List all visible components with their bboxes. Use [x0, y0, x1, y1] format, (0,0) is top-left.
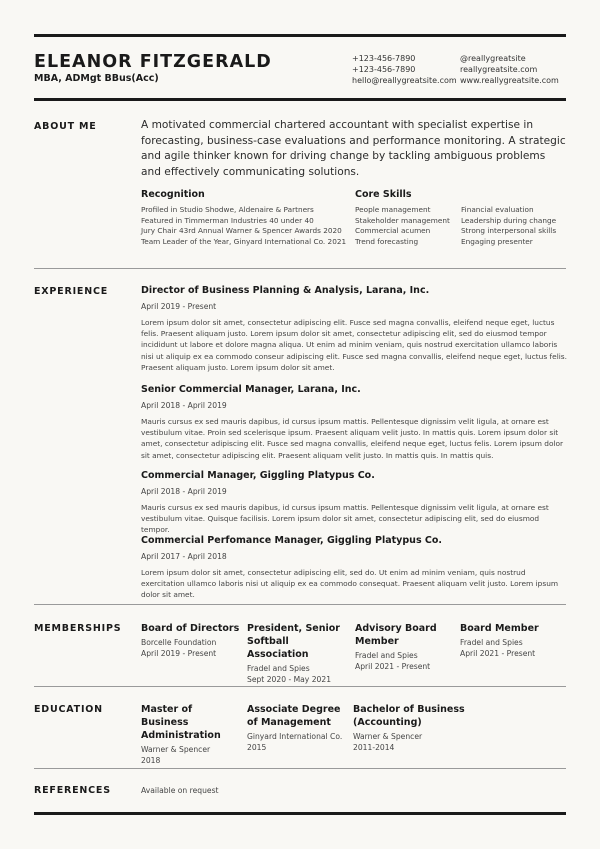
list-item: Trend forecasting	[355, 236, 419, 246]
email-link[interactable]: hello@reallygreatsite.com	[352, 76, 457, 85]
job-entry	[141, 285, 566, 373]
list-item: Profiled in Studio Shodwe, Aldenaire & Partners	[141, 205, 314, 214]
list-item: Commercial acumen	[355, 226, 431, 236]
list-item: Engaging presenter	[461, 236, 533, 246]
job-entry	[141, 535, 566, 601]
list-item: Financial evaluation	[461, 205, 534, 214]
job-dates: April 2019 - Present	[141, 302, 217, 311]
degree-details	[353, 732, 465, 753]
school-name: Warner & Spencer	[141, 745, 211, 754]
phone-primary[interactable]: +123-456-7890	[352, 54, 416, 63]
job-dates: April 2018 - April 2019	[141, 401, 227, 410]
membership-title: President, Senior Softball Association	[247, 623, 340, 660]
recognition-block	[141, 189, 351, 247]
section-divider	[34, 768, 566, 769]
membership-item	[355, 622, 445, 672]
bottom-rule	[34, 812, 566, 815]
job-description: Mauris cursus ex sed mauris dapibus, id cursus ipsum mattis. Pellentesque dignissim velit ligula, at ornare est vestibulum vitae. Proin sed scelerisque ipsum. Praesent aliquam velit justo. In mattis quis. Lorem ipsum dolor sit amet, consectetur adipiscing elit. Fusce sed magna convallis, eleifend neque eget, luctus felis. Lorem ipsum dolor sit amet, consectetur adipiscing elit. Praesent aliquam velit justo. In mattis quis. In mattis quis.	[141, 417, 564, 460]
membership-details	[247, 664, 351, 685]
job-description: Lorem ipsum dolor sit amet, consectetur adipiscing elit, sed do. Ut enim ad minim veniam, quis nostrud exercitation ullamco laboris nisi ut aliquip ex ea commodo consequat. Praesent aliquam velit justo. Lorem ipsum dolor sit amet.	[141, 568, 559, 600]
job-entry	[141, 470, 566, 536]
header-rule	[34, 98, 566, 101]
job-title: Commercial Manager, Giggling Platypus Co.	[141, 470, 375, 481]
membership-title: Advisory Board Member	[355, 623, 437, 647]
list-item: Leadership during change	[461, 215, 557, 225]
membership-org: Fradel and Spies	[355, 651, 418, 660]
list-item: Featured in Timmerman Industries 40 under 40	[141, 215, 314, 225]
membership-dates: Sept 2020 - May 2021	[247, 674, 332, 684]
recognition-list	[141, 205, 351, 247]
job-entry	[141, 384, 566, 461]
membership-item	[247, 622, 351, 685]
degree-details	[141, 745, 241, 766]
membership-title: Board of Directors	[141, 623, 240, 634]
education-item	[353, 703, 465, 753]
social-handle[interactable]: @reallygreatsite	[460, 54, 526, 63]
skills-column-2	[461, 205, 556, 247]
section-divider	[34, 686, 566, 687]
candidate-name: ELEANOR FITZGERALD	[34, 52, 272, 72]
membership-details	[355, 651, 445, 672]
list-item: Strong interpersonal skills	[461, 226, 557, 236]
section-divider	[34, 604, 566, 605]
phone-secondary[interactable]: +123-456-7890	[352, 65, 416, 74]
references-text: Available on request	[141, 786, 219, 795]
about-summary: A motivated commercial chartered accountant with specialist expertise in forecasting, business-case evaluations and performance monitoring. A strategic and agile thinker known for driving change by tackling ambiguous problems and effectively communicating solutions.	[141, 119, 566, 178]
section-label-memberships: MEMBERSHIPS	[34, 623, 122, 634]
degree-year: 2015	[247, 742, 267, 752]
membership-dates: April 2021 - Present	[355, 661, 431, 671]
membership-title: Board Member	[460, 623, 539, 634]
education-item	[247, 703, 351, 753]
list-item: People management	[355, 205, 431, 214]
job-description: Lorem ipsum dolor sit amet, consectetur adipiscing elit. Fusce sed magna convallis, eleifend neque eget, luctus felis. Praesent aliquam justo. Lorem ipsum dolor sit amet, consectetur adipiscing elit, sed do eiusmod tempor incididunt ut labore et dolore magna aliqua. Ut enim ad minim veniam, quis nostrud exercitation ullamco laboris nisi ut aliquip ex ea commodo conseur adipiscing elit. Fusce sed magna convallis, eleifend neque eget, luctus felis. Praesent aliquam justo. Lorem ipsum dolor sit amet.	[141, 318, 567, 372]
membership-org: Fradel and Spies	[460, 638, 523, 647]
section-label-references: REFERENCES	[34, 785, 111, 796]
degree-title: Bachelor of Business (Accounting)	[353, 704, 465, 728]
top-rule	[34, 34, 566, 37]
recognition-title: Recognition	[141, 189, 205, 200]
section-divider	[34, 268, 566, 269]
job-dates: April 2017 - April 2018	[141, 552, 227, 561]
job-title: Director of Business Planning & Analysis, Larana, Inc.	[141, 285, 430, 296]
website-link-www[interactable]: www.reallygreatsite.com	[460, 76, 559, 85]
candidate-credentials: MBA, ADMgt BBus(Acc)	[34, 73, 159, 84]
membership-dates: April 2019 - Present	[141, 648, 217, 658]
membership-item	[460, 622, 566, 659]
about-section	[141, 118, 566, 180]
school-name: Warner & Spencer	[353, 732, 423, 741]
job-title: Commercial Perfomance Manager, Giggling Platypus Co.	[141, 535, 443, 546]
section-label-experience: EXPERIENCE	[34, 286, 109, 297]
contact-web	[460, 53, 559, 86]
degree-details	[247, 732, 351, 753]
membership-org: Fradel and Spies	[247, 664, 310, 673]
list-item: Jury Chair 43rd Annual Warner & Spencer Awards 2020	[141, 226, 342, 236]
membership-item	[141, 622, 241, 659]
section-label-education: EDUCATION	[34, 704, 103, 715]
degree-title: Master of Business Administration	[141, 704, 221, 741]
core-skills-title: Core Skills	[355, 189, 412, 200]
membership-details	[141, 638, 241, 659]
membership-org: Borcelle Foundation	[141, 638, 217, 647]
education-item	[141, 703, 241, 766]
degree-year: 2011-2014	[353, 742, 395, 752]
job-description: Mauris cursus ex sed mauris dapibus, id cursus ipsum mattis. Pellentesque dignissim velit ligula, at ornare est vestibulum vitae. Quisque facilisis. Lorem ipsum dolor sit amet, consectetur adipiscing elit, sed do eiusmod tempor.	[141, 503, 549, 535]
membership-dates: April 2021 - Present	[460, 648, 536, 658]
website-link[interactable]: reallygreatsite.com	[460, 65, 538, 74]
list-item: Team Leader of the Year, Ginyard International Co. 2021	[141, 236, 347, 246]
section-label-about: ABOUT ME	[34, 121, 97, 132]
job-title: Senior Commercial Manager, Larana, Inc.	[141, 384, 361, 395]
job-dates: April 2018 - April 2019	[141, 487, 227, 496]
membership-details	[460, 638, 566, 659]
contact-phone-email	[352, 53, 457, 86]
degree-year: 2018	[141, 755, 161, 765]
list-item: Stakeholder management	[355, 215, 450, 225]
degree-title: Associate Degree of Management	[247, 704, 341, 728]
school-name: Ginyard International Co.	[247, 732, 343, 741]
